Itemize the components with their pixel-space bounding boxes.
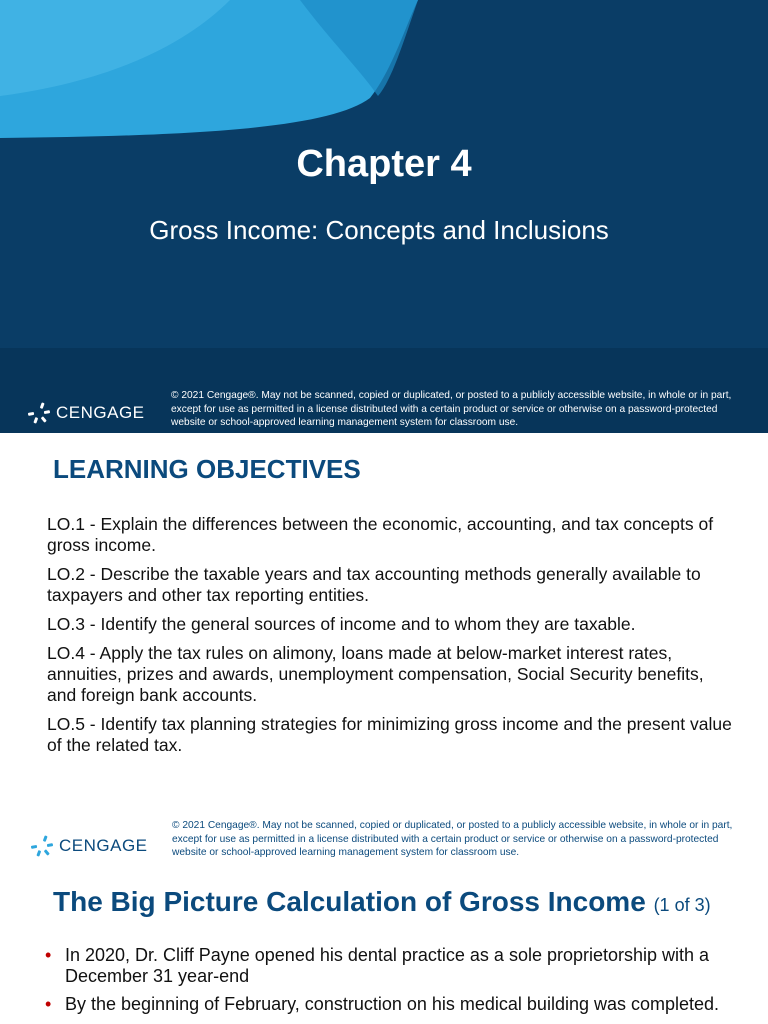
title-slide [0, 0, 768, 433]
cengage-logo-icon [30, 834, 54, 858]
bullet-item [45, 945, 725, 987]
bullet-dot-icon: • [45, 994, 52, 1014]
slide-heading: LEARNING OBJECTIVES [53, 454, 361, 484]
objectives-list [47, 514, 737, 764]
copyright-notice: © 2021 Cengage®. May not be scanned, copied or duplicated, or posted to a publicly accessible website, in whole or in part, except for use as permitted in a license distributed with a certain product or service or otherwise on a password-protected website or school-approved learning management system for classroom use. [171, 390, 732, 429]
bullet-dot-icon: • [45, 945, 52, 965]
bullet-item [45, 994, 725, 1015]
big-picture-slide [0, 866, 768, 1024]
objective-item: LO.1 - Explain the differences between the economic, accounting, and tax concepts of gross income. [47, 514, 714, 555]
objective-item: LO.2 - Describe the taxable years and tax accounting methods generally available to taxpayers and other tax reporting entities. [47, 564, 701, 605]
bullet-list [45, 945, 725, 1022]
slide-heading-text: The Big Picture Calculation of Gross Income [53, 886, 646, 917]
objective-item: LO.5 - Identify tax planning strategies for minimizing gross income and the present value of the related tax. [47, 714, 732, 755]
objective-item: LO.3 - Identify the general sources of income and to whom they are taxable. [47, 614, 636, 634]
slide-heading [53, 886, 711, 918]
bullet-text: In 2020, Dr. Cliff Payne opened his dental practice as a sole proprietorship with a December 31 year-end [65, 945, 710, 986]
objective-item: LO.4 - Apply the tax rules on alimony, loans made at below-market interest rates, annuities, prizes and awards, unemployment compensation, Social Security benefits, and foreign bank accounts. [47, 643, 704, 705]
cengage-logo-text: CENGAGE [59, 836, 148, 855]
copyright-notice: © 2021 Cengage®. May not be scanned, copied or duplicated, or posted to a publicly accessible website, in whole or in part, except for use as permitted in a license distributed with a certain product or service or otherwise on a password-protected website or school-approved learning management system for classroom use. [172, 820, 733, 859]
cengage-logo [30, 832, 148, 860]
chapter-subtitle: Gross Income: Concepts and Inclusions [149, 215, 609, 245]
cengage-logo [27, 399, 145, 427]
learning-objectives-slide [0, 433, 768, 859]
cengage-logo-icon [27, 401, 51, 425]
cengage-logo-text: CENGAGE [56, 403, 145, 422]
slide-heading-count: (1 of 3) [653, 895, 711, 915]
chapter-title: Chapter 4 [296, 143, 472, 185]
bullet-text: By the beginning of February, construction on his medical building was completed. [65, 994, 720, 1014]
